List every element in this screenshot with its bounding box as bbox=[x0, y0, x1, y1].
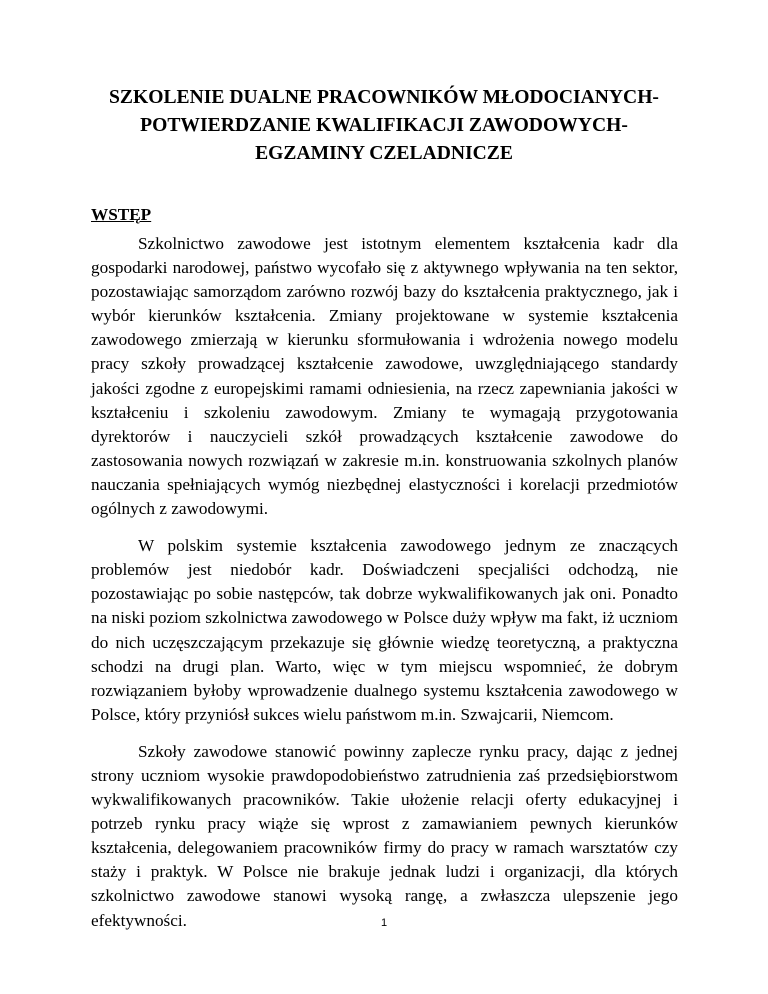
title-line: EGZAMINY CZELADNICZE bbox=[255, 143, 513, 164]
section-heading: WSTĘP bbox=[91, 205, 152, 224]
paragraph: W polskim systemie kształcenia zawodowego jednym ze znaczących problemów jest niedobór kadr. Doświadczeni specjaliści odchodzą, nie pozostawiając po sobie następców, tak dobrze wykwalifikowanych jak oni. Ponadto na niski poziom szkolnictwa zawodowego w Polsce duży wpływ ma fakt, iż uczniom do nich uczęszczającym przekazuje się głównie wiedzę teoretyczną, a praktyczna schodzi na drugi plan. Warto, więc w tym miejscu wspomnieć, że dobrym rozwiązaniem byłoby wprowadzenie dualnego systemu kształcenia zawodowego w Polsce, który przyniósł sukces wielu państwom m.in. Szwajcarii, Niemcom. bbox=[91, 536, 678, 724]
title-line: SZKOLENIE DUALNE PRACOWNIKÓW MŁODOCIANYCH- bbox=[109, 87, 659, 108]
paragraph: Szkolnictwo zawodowe jest istotnym elementem kształcenia kadr dla gospodarki narodowej, państwo wycofało się z aktywnego wpływania na ten sektor, pozostawiając samorządom zarówno rozwój bazy do kształcenia praktycznego, jak i wybór kierunków kształcenia. Zmiany projektowane w systemie kształcenia zawodowego zmierzają w kierunku sformułowania i wdrożenia nowego modelu pracy szkoły prowadzącej kształcenie zawodowe, uwzględniającego standardy jakości zgodne z europejskimi ramami odniesienia, na rzecz zapewniania jakości w kształceniu i szkoleniu zawodowym. Zmiany te wymagają przygotowania dyrektorów i nauczycieli szkół prowadzących kształcenie zawodowe do zastosowania nowych rozwiązań w zakresie m.in. konstruowania szkolnych planów nauczania spełniających wymóg niezbędnej elastyczności i korelacji przedmiotów ogólnych z zawodowymi. bbox=[91, 234, 678, 519]
page-number: 1 bbox=[380, 917, 388, 929]
document-body bbox=[91, 232, 678, 946]
title-line: POTWIERDZANIE KWALIFIKACJI ZAWODOWYCH- bbox=[140, 115, 628, 136]
document-title bbox=[84, 84, 684, 168]
paragraph: Szkoły zawodowe stanowić powinny zaplecze rynku pracy, dając z jednej strony uczniom wysokie prawdopodobieństwo zatrudnienia zaś przedsiębiorstwom wykwalifikowanych pracowników. Takie ułożenie relacji oferty edukacyjnej i potrzeb rynku pracy wiąże się wprost z zamawianiem pewnych kierunków kształcenia, delegowaniem pracowników firmy do pracy w ramach warsztatów czy staży i praktyk. W Polsce nie brakuje jednak ludzi i organizacji, dla których szkolnictwo zawodowe stanowi wysoką rangę, a zwłaszcza ulepszenie jego efektywności. bbox=[91, 741, 678, 930]
